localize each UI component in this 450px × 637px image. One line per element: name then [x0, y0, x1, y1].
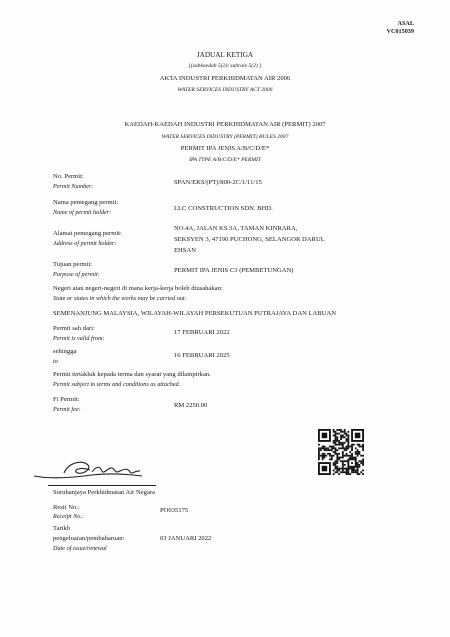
holder-address-label-ms: Alamat pemegang permit: [53, 230, 122, 237]
conditions-ms: Permit tertakluk kepada terma dan syarat yang dilampirkan. [53, 371, 211, 378]
conditions-en: Permit subject to terms and conditions as attached. [53, 381, 181, 388]
holder-address-line2: SEKSYEN 3, 47190 PUCHONG, SELANGOR DARUL [174, 236, 325, 243]
act-title-ms: AKTA INDUSTRI PERKHIDMATAN AIR 2006 [159, 75, 291, 82]
authority-name: Suruhanjaya Perkhidmatan Air Negara [53, 489, 155, 496]
valid-from-label-en: Permit is valid from: [53, 335, 105, 342]
holder-address-line3: EHSAN [174, 247, 196, 254]
fee-label-en: Permit fee: [53, 406, 81, 413]
states-label-ms: Negeri atau negeri-negeri di mana kerja-kerja boleh diusahakan: [53, 285, 223, 292]
issue-date-value: 03 JANUARI 2022 [160, 535, 212, 542]
permit-type-en: IPA TYPE A/B/C/D/E* PERMIT [189, 157, 261, 163]
valid-to-label-ms: sehingga [53, 348, 77, 355]
receipt-value: PO035175 [160, 507, 189, 514]
valid-from-label-ms: Permit sah dari: [53, 325, 95, 332]
permit-type-ms: PERMIT IPA JENIS A/B/C/D/E* [180, 145, 270, 152]
holder-address-line1: NO.4A, JALAN KS 3A, TAMAN KINRARA, [174, 225, 298, 232]
receipt-label-ms: Resit No.: [53, 504, 80, 511]
act-title-en: WATER SERVICES INDUSTRY ACT 2006 [177, 87, 273, 93]
states-label-en: State or states in which the works may be carried out: [53, 295, 187, 302]
original-stamp-label: ASAL [397, 20, 414, 27]
issue-date-label-ms2: pengeluaran/pembaharuan: [53, 535, 125, 542]
permit-number-label-en: Permit Number: [53, 183, 94, 190]
issue-date-label-en: Date of issue/renewal [53, 545, 107, 552]
holder-name-label-en: Name of permit holder: [53, 209, 112, 216]
valid-to-value: 16 FEBRUARI 2025 [174, 352, 230, 359]
rule-reference: [(subkaedah 5(2)/ subrule 5(2) ] [188, 63, 262, 69]
states-value: SEMENANJUNG MALAYSIA, WILAYAH-WILAYAH PERSEKUTUAN PUTRAJAYA DAN LABUAN [53, 310, 336, 317]
document-code: VC015039 [386, 28, 414, 35]
purpose-label-ms: Tujuan permit: [53, 261, 93, 268]
holder-name-value: LLC CONSTRUCTION SDN. BHD. [174, 205, 273, 212]
receipt-label-en: Receipt No.: [53, 513, 84, 520]
fee-value: RM 2250.00 [174, 402, 208, 409]
issue-date-label-ms1: Tarikh [53, 525, 71, 532]
permit-number-label-ms: No. Permit: [53, 173, 84, 180]
rules-title-en: WATER SERVICES INDUSTRY (PERMIT) RULES 2007 [161, 134, 289, 140]
rules-title-ms: KAEDAH-KAEDAH INDUSTRI PERKHIDMATAN AIR (PERMIT) 2007 [124, 121, 326, 128]
valid-to-label-en: to [53, 358, 58, 365]
schedule-title: JADUAL KETIGA [196, 51, 254, 59]
holder-name-label-ms: Nama pemegang permit: [53, 199, 119, 206]
permit-number-value: SPAN/EKS/(PT)/800-2C/1/11/15 [174, 179, 262, 186]
qr-code-icon [318, 429, 364, 475]
signature-graphic [30, 449, 170, 485]
signature-line [48, 485, 156, 486]
fee-label-ms: Fi Permit: [53, 396, 80, 403]
valid-from-value: 17 FEBRUARI 2022 [174, 329, 230, 336]
holder-address-label-en: Address of permit holder: [53, 240, 117, 247]
purpose-label-en: Purpose of permit: [53, 271, 100, 278]
purpose-value: PERMIT IPA JENIS C3 (PEMBETUNGAN) [174, 267, 294, 274]
